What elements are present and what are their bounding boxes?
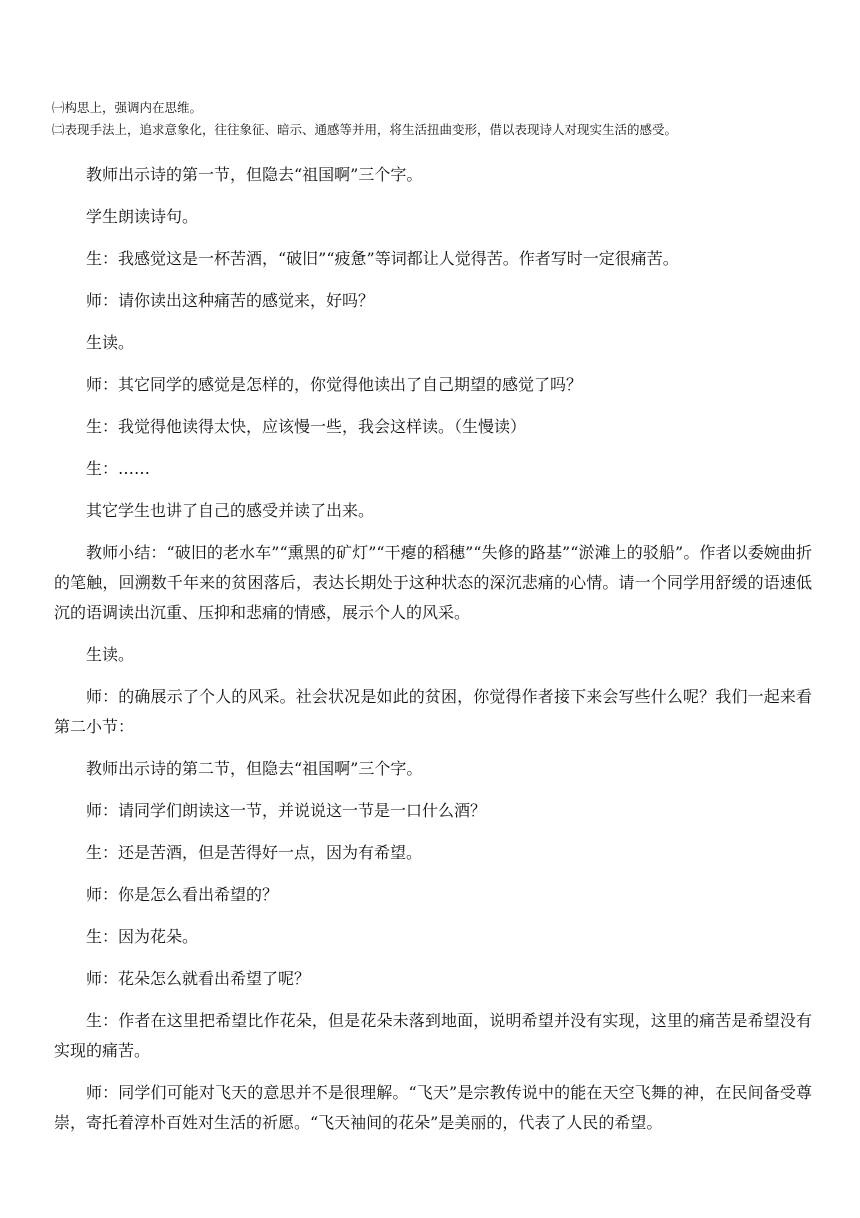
paragraph: 师：请同学们朗读这一节，并说说这一节是一口什么酒？ xyxy=(86,801,487,820)
paragraph: 师：你是怎么看出希望的？ xyxy=(86,885,279,904)
note-line: ㈡表现手法上，追求意象化，往往象征、暗示、通感等并用，将生活扭曲变形，借以表现诗人对现实生活的感受。 xyxy=(52,122,678,137)
paragraph: 教师出示诗的第一节，但隐去“祖国啊”三个字。 xyxy=(86,165,423,184)
notes-list xyxy=(52,97,822,141)
paragraph: 生：…… xyxy=(86,459,151,478)
paragraph: 师：请你读出这种痛苦的感觉来，好吗？ xyxy=(86,291,375,310)
paragraph: 师：同学们可能对飞天的意思并不是很理解。“飞天”是宗教传说中的能在天空飞舞的神，在民间备受尊崇，寄托着淳朴百姓对生活的祈愿。“飞天袖间的花朵”是美丽的，代表了人民的希望。 xyxy=(54,1083,812,1132)
paragraph: 师：其它同学的感觉是怎样的，你觉得他读出了自己期望的感觉了吗？ xyxy=(86,375,583,394)
paragraph: 生读。 xyxy=(86,645,135,664)
paragraph: 教师出示诗的第二节，但隐去“祖国啊”三个字。 xyxy=(86,759,423,778)
lesson-transcript xyxy=(54,160,812,1150)
paragraph: 师：的确展示了个人的风采。社会状况是如此的贫困，你觉得作者接下来会写些什么呢？我们一起来看第二小节： xyxy=(54,687,812,736)
paragraph: 学生朗读诗句。 xyxy=(86,207,199,226)
paragraph: 生：因为花朵。 xyxy=(86,927,199,946)
paragraph: 生：我觉得他读得太快，应该慢一些，我会这样读。（生慢读） xyxy=(86,417,527,436)
note-line: ㈠构思上，强调内在思维。 xyxy=(52,100,203,115)
paragraph: 其它学生也讲了自己的感受并读了出来。 xyxy=(86,501,375,520)
paragraph: 生：我感觉这是一杯苦酒，“破旧”“疲惫”等词都让人觉得苦。作者写时一定很痛苦。 xyxy=(86,249,679,268)
paragraph: 生：作者在这里把希望比作花朵，但是花朵未落到地面，说明希望并没有实现，这里的痛苦是希望没有实现的痛苦。 xyxy=(54,1011,812,1060)
paragraph: 教师小结：“破旧的老水车”“熏黑的矿灯”“干瘪的稻穗”“失修的路基”“淤滩上的驳船”。作者以委婉曲折的笔触，回溯数千年来的贫困落后，表达长期处于这种状态的深沉悲痛的心情。请一个同学用舒缓的语速低沉的语调读出沉重、压抑和悲痛的情感，展示个人的风采。 xyxy=(54,543,812,622)
paragraph: 生：还是苦酒，但是苦得好一点，因为有希望。 xyxy=(86,843,423,862)
paragraph: 师：花朵怎么就看出希望了呢？ xyxy=(86,969,311,988)
paragraph: 生读。 xyxy=(86,333,135,352)
